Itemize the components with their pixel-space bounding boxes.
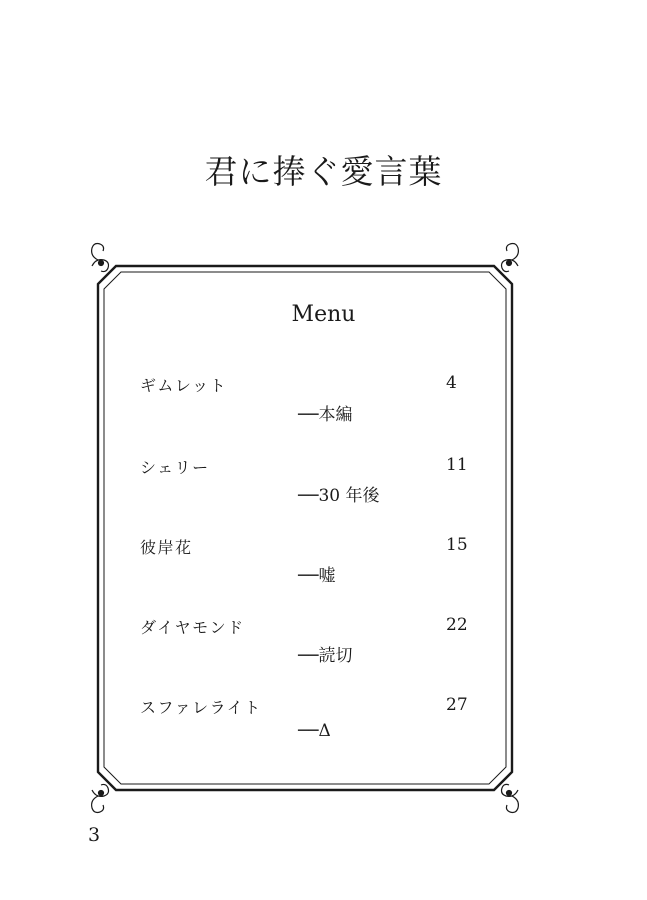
menu-entry-subtitle: ──Δ: [298, 721, 331, 741]
menu-heading: Menu: [291, 302, 356, 327]
book-title: 君に捧ぐ愛言葉: [204, 152, 443, 191]
menu-entry-page: 4: [446, 373, 457, 393]
menu-entry-page: 22: [446, 615, 468, 635]
menu-entry-subtitle: ──本編: [298, 405, 353, 425]
menu-entry-subtitle: ──嘘: [298, 566, 336, 586]
menu-entry-page: 11: [446, 455, 468, 475]
menu-entry-subtitle: ──読切: [298, 646, 353, 666]
menu-entry-page: 15: [446, 535, 468, 555]
page-number: 3: [88, 824, 101, 846]
corner-ornament-bottom-right: [502, 784, 519, 812]
menu-entry-page: 27: [446, 695, 468, 715]
menu-entry-subtitle: ──30 年後: [298, 486, 380, 506]
corner-ornament-top-right: [502, 244, 519, 272]
menu-entry-title: ダイヤモンド: [140, 618, 245, 637]
menu-entry-title: 彼岸花: [140, 538, 193, 557]
menu-entry-title: スファレライト: [140, 698, 262, 717]
menu-entry-title: シェリー: [140, 458, 210, 477]
menu-entry-title: ギムレット: [140, 376, 228, 395]
corner-ornament-bottom-left: [92, 784, 109, 812]
corner-ornament-top-left: [92, 244, 109, 272]
